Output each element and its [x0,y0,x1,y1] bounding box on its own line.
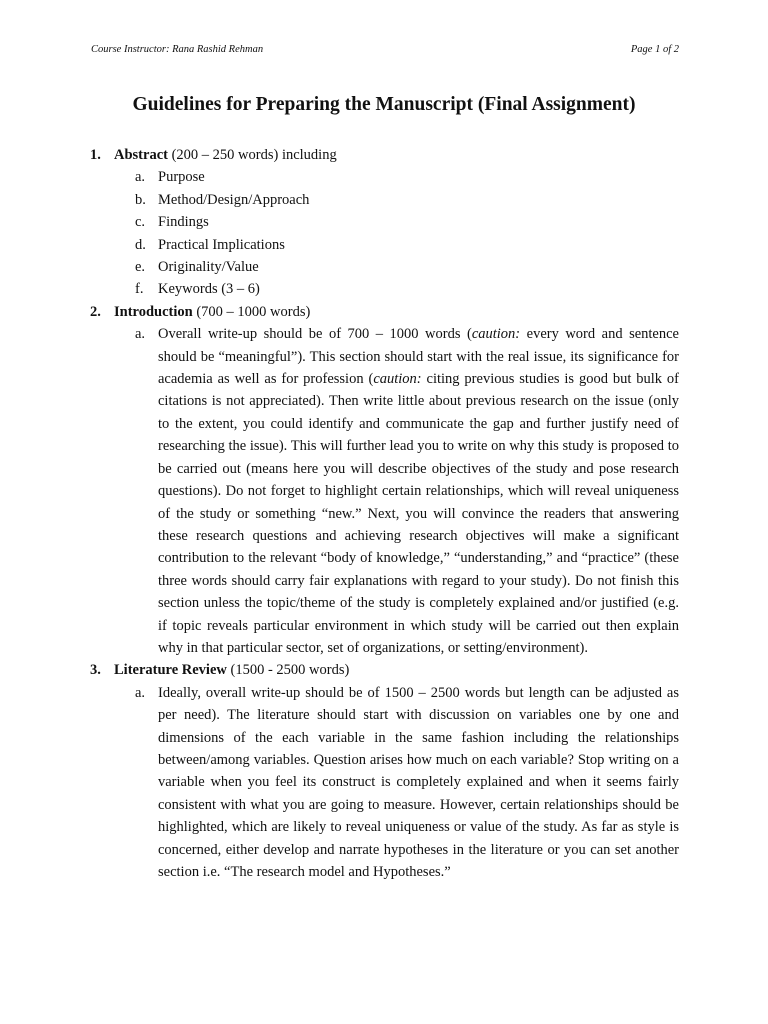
paragraph-literature-review [90,682,679,884]
item-text: Method/Design/Approach [158,191,310,208]
running-header [91,44,679,55]
section-heading: Introduction [114,303,193,320]
paragraph-introduction [90,323,679,659]
item-letter: a. [135,326,146,343]
document-title: Guidelines for Preparing the Manuscript (Final Assignment) [132,94,636,115]
page-number: Page 1 of 2 [630,44,679,55]
list-item [90,234,679,256]
item-text: Purpose [158,169,205,186]
list-item [90,278,679,300]
section-literature-review [90,659,679,681]
item-text: Practical Implications [158,236,285,253]
item-letter: b. [135,191,146,208]
item-letter: d. [135,236,146,253]
section-number: 2. [90,303,101,320]
document-body [90,144,679,883]
item-text: Originality/Value [158,259,259,276]
instructor-label: Course Instructor: Rana Rashid Rehman [91,44,264,55]
paragraph-text: Ideally, overall write-up should be of 1500 – 2500 words but length can be adjusted as per need). The literature should start with discussion on variables one by one and dimensions of the each variable in the same fashion including the relationships between/among variables. Question arises how much on each variable? Stop writing on a variable when you feel its construct is completely explained and when it seems fairly consistent with what you are going to measure. However, certain relationships should be highlighted, which are likely to reveal uniqueness or value of the study. As far as style is concerned, either develop and narrate hypotheses in the literature or you can set another section i.e. “The research model and Hypotheses.” [158,684,679,880]
section-detail: (1500 - 2500 words) [226,662,350,679]
paragraph-text: Overall write-up should be of 700 – 1000 words ( [158,326,472,343]
section-detail: (700 – 1000 words) [192,303,311,320]
item-letter: a. [135,169,146,186]
paragraph-text: citing previous studies is good but bulk of citations is not appreciated). Then write little about previous research on the issue (only to the extent, you could identify and communicate the gap and further justify need of researching the issue). This will further lead you to write on why this study is proposed to be carried out (means here you will describe objectives of the study and pose research questions). Do not forget to highlight certain relationships, which will reveal uniqueness of the study or something “new.” Next, you will convince the readers that answering these research questions and achieving research objectives will make a significant contribution to the relevant “body of knowledge,” “understanding,” and “practice” (these three words should carry fair explanations with regard to your study). Do not finish this section unless the topic/theme of the study is completely explained and/or justified (e.g. if topic reveals particular environment in which study will be carried out then explain why in that particular sector, set of organizations, or setting/environment). [158,371,679,656]
section-heading: Abstract [114,147,168,163]
caution-label: caution: [471,326,521,343]
list-item [90,189,679,211]
list-item [90,166,679,188]
item-text: Keywords (3 – 6) [158,281,260,298]
section-introduction [90,301,679,323]
section-heading: Literature Review [114,662,227,679]
section-number: 1. [90,147,101,163]
item-text: Findings [158,214,209,231]
caution-label: caution: [373,371,422,388]
section-abstract [90,144,679,166]
paragraph-text: every word and sentence should be “meaningful”). This section should start with the real issue, its significance for academia as well as for profession ( [158,326,679,388]
item-letter: a. [135,684,146,701]
list-item [90,211,679,233]
list-item [90,256,679,278]
section-number: 3. [90,662,101,679]
item-letter: e. [135,259,146,276]
section-detail: (200 – 250 words) including [167,147,337,163]
item-letter: f. [135,281,144,298]
item-letter: c. [135,214,146,231]
